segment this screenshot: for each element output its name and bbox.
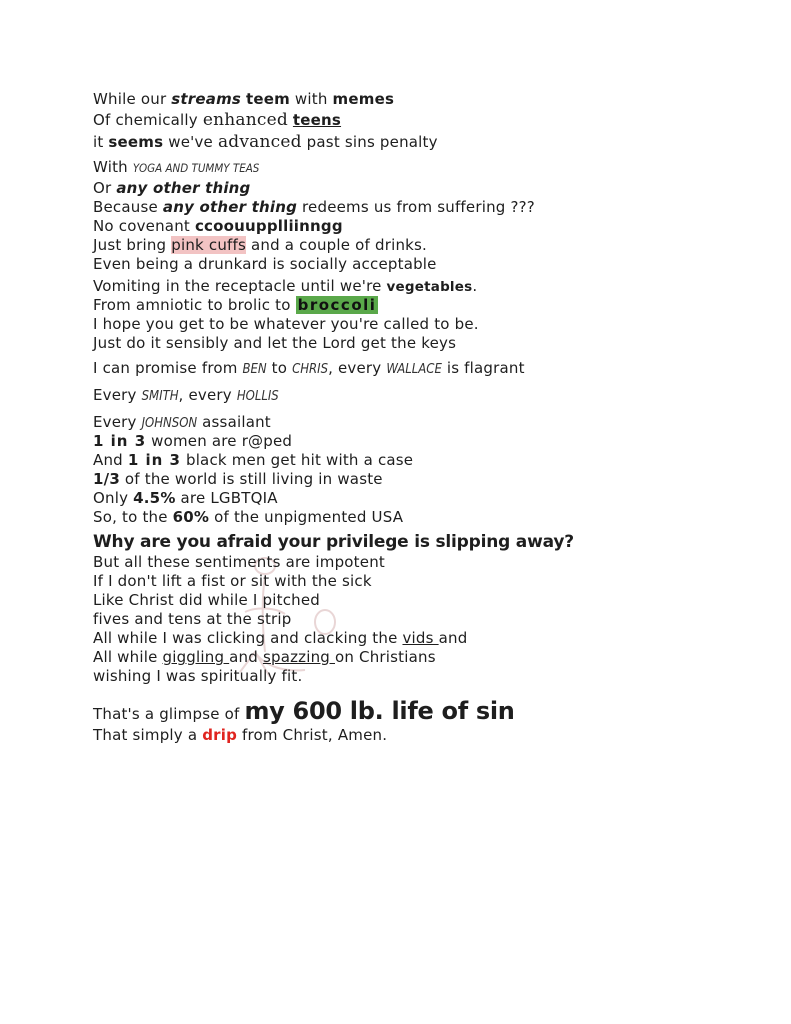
poem-line-31: [93, 726, 753, 745]
text: advanced: [217, 132, 302, 152]
poem-line-5: [93, 179, 753, 198]
text: HOLLIS: [236, 389, 279, 404]
stat-text: 1/3: [93, 470, 120, 488]
highlighted-text: broccoli: [297, 296, 377, 314]
text: fives and tens at the strip: [93, 610, 292, 628]
text: any other thing: [116, 179, 251, 197]
text: with: [289, 90, 333, 108]
text: teens: [292, 111, 342, 129]
text: WALLACE: [386, 362, 442, 377]
text: black men get hit with a case: [181, 451, 414, 469]
poem-line-19: [93, 470, 753, 489]
poem-line-7: [93, 217, 753, 236]
text: While our: [93, 90, 172, 108]
text: Or: [93, 179, 117, 197]
text: streams: [171, 90, 242, 108]
poem-line-24: [93, 572, 753, 591]
stat-text: 1 in 3: [93, 432, 147, 450]
text: I hope you get to be whatever you're called to be.: [93, 315, 479, 333]
text: wishing I was spiritually fit.: [93, 667, 303, 685]
text: .: [472, 277, 478, 295]
text: All while: [93, 648, 163, 666]
text: All while I was clicking and clacking the: [93, 629, 403, 647]
text: from Christ, Amen.: [237, 726, 388, 744]
poem-line-8: [93, 236, 753, 255]
text: and: [438, 629, 468, 647]
text: teem: [246, 90, 290, 108]
poem-line-13: [93, 334, 753, 353]
underlined-text: vids: [402, 629, 439, 647]
text: are LGBTQIA: [175, 489, 278, 507]
poem-line-9: [93, 255, 753, 274]
text: Only: [93, 489, 134, 507]
text: Every: [93, 386, 142, 404]
highlighted-text: pink cuffs: [171, 236, 247, 254]
text: we've: [163, 133, 218, 151]
text: JOHNSON: [141, 416, 198, 431]
poem-line-28: [93, 648, 753, 667]
poem-line-29: [93, 667, 753, 686]
text: I can promise from: [93, 359, 243, 377]
text: redeems us from suffering ???: [297, 198, 535, 216]
text: Just do it sensibly and let the Lord get the keys: [93, 334, 457, 352]
poem-line-12: [93, 315, 753, 334]
text: No covenant: [93, 217, 195, 235]
poem-line-6: [93, 198, 753, 217]
poem-line-30: [93, 698, 753, 724]
emphasis-text: my 600 lb. life of sin: [244, 697, 515, 725]
text: past sins penalty: [301, 133, 438, 151]
poem-line-3: [93, 133, 753, 152]
text: Like Christ did while I pitched: [93, 591, 321, 609]
text: memes: [332, 90, 395, 108]
text: , every: [328, 359, 387, 377]
text: Just bring: [93, 236, 172, 254]
red-text: drip: [202, 726, 238, 744]
poem-line-1: [93, 90, 753, 109]
text: and: [229, 648, 263, 666]
text: of the world is still living in waste: [119, 470, 383, 488]
text: it: [93, 133, 109, 151]
stat-text: 60%: [172, 508, 210, 526]
text: seems: [108, 133, 164, 151]
text: vegetables: [386, 279, 473, 295]
poem-line-20: [93, 489, 753, 508]
text: Because: [93, 198, 163, 216]
text: YOGA AND TUMMY TEAS: [132, 161, 260, 175]
text: If I don't lift a fist or sit with the sick: [93, 572, 372, 590]
text: That's a glimpse of: [93, 705, 245, 723]
text: women are r@ped: [146, 432, 293, 450]
text: BEN: [242, 362, 267, 377]
text: of the unpigmented USA: [209, 508, 404, 526]
poem-line-16: [93, 413, 753, 432]
poem-line-26: [93, 610, 753, 629]
text: on Christians: [335, 648, 436, 666]
poem-line-2: [93, 111, 753, 130]
text: Every: [93, 413, 142, 431]
poem-line-11: [93, 296, 753, 315]
poem-line-15: [93, 386, 753, 405]
text: So, to the: [93, 508, 173, 526]
text: That simply a: [93, 726, 203, 744]
text: But all these sentiments are impotent: [93, 553, 385, 571]
text: to: [266, 359, 293, 377]
text: Vomiting in the receptacle until we're: [93, 277, 387, 295]
text: Even being a drunkard is socially acceptable: [93, 255, 437, 273]
poem-line-27: [93, 629, 753, 648]
text: assailant: [197, 413, 271, 431]
text: With: [93, 158, 133, 176]
poem-line-4: [93, 158, 753, 177]
poem-line-23: [93, 553, 753, 572]
text: and a couple of drinks.: [246, 236, 428, 254]
poem-line-10: [93, 277, 753, 296]
text: And: [93, 451, 128, 469]
poem-line-21: [93, 508, 753, 527]
heading-text: Why are you afraid your privilege is slipping away?: [93, 532, 574, 552]
poem-line-22: [93, 533, 753, 553]
text: SMITH: [141, 389, 179, 404]
text: ccoouupplliinngg: [194, 217, 343, 235]
text: Of chemically: [93, 111, 203, 129]
stat-text: 4.5%: [133, 489, 176, 507]
poem-line-14: [93, 359, 753, 378]
underlined-text: spazzing: [262, 648, 335, 666]
poem-body: [93, 90, 753, 745]
text: , every: [178, 386, 237, 404]
text: is flagrant: [441, 359, 525, 377]
text: From amniotic to brolic to: [93, 296, 296, 314]
underlined-text: giggling: [162, 648, 230, 666]
poem-line-17: [93, 432, 753, 451]
text: CHRIS: [292, 362, 329, 377]
poem-line-25: [93, 591, 753, 610]
text: any other thing: [162, 198, 298, 216]
text: enhanced: [202, 110, 288, 130]
poem-line-18: [93, 451, 753, 470]
stat-text: 1 in 3: [127, 451, 181, 469]
